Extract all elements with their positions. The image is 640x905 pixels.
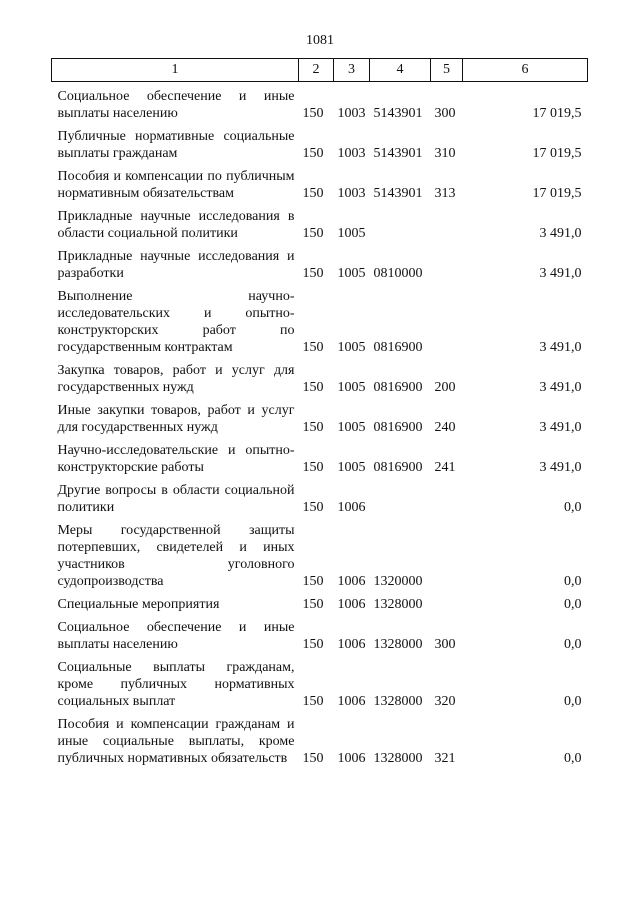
row-name: Специальные мероприятия (57, 597, 220, 612)
amount: 3 491,0 (539, 420, 582, 435)
row-name: Меры государственной защиты потерпевших, свидетелей и иных участников уголовного судопроизводства (57, 523, 295, 589)
expense-type-code (431, 516, 463, 590)
admin-code: 150 (302, 500, 324, 515)
table-row (52, 613, 588, 653)
admin-code: 150 (302, 694, 324, 709)
target-code (370, 476, 431, 516)
expense-type-code (431, 202, 463, 242)
table-row (52, 476, 588, 516)
expense-type-code (431, 242, 463, 282)
admin-code: 150 (302, 340, 324, 355)
row-name: Выполнение научно-исследовательских и опытно-конструкторских работ по государственным контрактам (57, 289, 295, 355)
amount: 3 491,0 (539, 340, 582, 355)
table-row (52, 590, 588, 613)
admin-code: 150 (302, 420, 324, 435)
target-code: 5143901 (373, 106, 423, 121)
amount: 0,0 (564, 500, 582, 515)
target-code: 0816900 (373, 460, 423, 475)
table-row (52, 356, 588, 396)
expense-type-code: 313 (434, 186, 456, 201)
expense-type-code: 200 (434, 380, 456, 395)
section-code: 1005 (337, 420, 366, 435)
admin-code: 150 (302, 751, 324, 766)
expense-type-code: 321 (434, 751, 456, 766)
row-name: Пособия и компенсации гражданам и иные социальные выплаты, кроме публичных нормативных обязательств (57, 717, 295, 766)
row-name: Социальные выплаты гражданам, кроме публичных нормативных социальных выплат (57, 660, 295, 709)
table-row (52, 202, 588, 242)
row-name: Социальное обеспечение и иные выплаты населению (57, 620, 295, 652)
amount: 17 019,5 (532, 106, 582, 121)
section-code: 1006 (337, 574, 366, 589)
target-code: 5143901 (373, 146, 423, 161)
section-code: 1003 (337, 146, 366, 161)
section-code: 1006 (337, 597, 366, 612)
target-code: 1328000 (373, 597, 423, 612)
admin-code: 150 (302, 106, 324, 121)
column-header-4: 4 (370, 59, 431, 82)
target-code: 1328000 (373, 637, 423, 652)
expense-type-code: 241 (434, 460, 456, 475)
table-row (52, 82, 588, 123)
expense-type-code: 300 (434, 637, 456, 652)
target-code (370, 202, 431, 242)
column-header-6: 6 (463, 59, 588, 82)
section-code: 1005 (337, 460, 366, 475)
admin-code: 150 (302, 380, 324, 395)
expense-type-code: 300 (434, 106, 456, 121)
row-name: Другие вопросы в области социальной политики (57, 483, 295, 515)
row-name: Социальное обеспечение и иные выплаты населению (57, 89, 295, 121)
amount: 0,0 (564, 637, 582, 652)
column-header-2: 2 (299, 59, 334, 82)
amount: 0,0 (564, 597, 582, 612)
amount: 17 019,5 (532, 186, 582, 201)
admin-code: 150 (302, 226, 324, 241)
expense-type-code (431, 590, 463, 613)
amount: 0,0 (564, 751, 582, 766)
section-code: 1005 (337, 340, 366, 355)
admin-code: 150 (302, 146, 324, 161)
amount: 3 491,0 (539, 460, 582, 475)
table-row (52, 653, 588, 710)
table-row (52, 710, 588, 767)
budget-table (51, 58, 588, 767)
expense-type-code (431, 282, 463, 356)
section-code: 1006 (337, 500, 366, 515)
expense-type-code: 310 (434, 146, 456, 161)
expense-type-code (431, 476, 463, 516)
admin-code: 150 (302, 597, 324, 612)
amount: 0,0 (564, 574, 582, 589)
section-code: 1003 (337, 186, 366, 201)
row-name: Научно-исследовательские и опытно-конструкторские работы (57, 443, 295, 475)
row-name: Публичные нормативные социальные выплаты гражданам (57, 129, 295, 161)
amount: 3 491,0 (539, 266, 582, 281)
admin-code: 150 (302, 266, 324, 281)
amount: 0,0 (564, 694, 582, 709)
target-code: 0810000 (373, 266, 423, 281)
table-row (52, 162, 588, 202)
table-row (52, 122, 588, 162)
row-name: Прикладные научные исследования и разработки (57, 249, 295, 281)
table-row (52, 396, 588, 436)
table-row (52, 282, 588, 356)
row-name: Закупка товаров, работ и услуг для государственных нужд (57, 363, 295, 395)
section-code: 1005 (337, 226, 366, 241)
table-row (52, 242, 588, 282)
admin-code: 150 (302, 186, 324, 201)
expense-type-code: 320 (434, 694, 456, 709)
admin-code: 150 (302, 460, 324, 475)
section-code: 1005 (337, 266, 366, 281)
column-header-3: 3 (334, 59, 370, 82)
target-code: 1320000 (373, 574, 423, 589)
section-code: 1003 (337, 106, 366, 121)
target-code: 1328000 (373, 751, 423, 766)
amount: 17 019,5 (532, 146, 582, 161)
header-row (52, 59, 588, 82)
section-code: 1005 (337, 380, 366, 395)
admin-code: 150 (302, 637, 324, 652)
row-name: Прикладные научные исследования в области социальной политики (57, 209, 295, 241)
section-code: 1006 (337, 694, 366, 709)
column-header-5: 5 (431, 59, 463, 82)
target-code: 5143901 (373, 186, 423, 201)
target-code: 0816900 (373, 340, 423, 355)
table-row (52, 516, 588, 590)
section-code: 1006 (337, 637, 366, 652)
table-row (52, 436, 588, 476)
admin-code: 150 (302, 574, 324, 589)
page-number: 1081 (306, 33, 334, 48)
section-code: 1006 (337, 751, 366, 766)
target-code: 0816900 (373, 420, 423, 435)
row-name: Пособия и компенсации по публичным нормативным обязательствам (57, 169, 295, 201)
target-code: 0816900 (373, 380, 423, 395)
row-name: Иные закупки товаров, работ и услуг для государственных нужд (57, 403, 295, 435)
expense-type-code: 240 (434, 420, 456, 435)
target-code: 1328000 (373, 694, 423, 709)
amount: 3 491,0 (539, 226, 582, 241)
column-header-1: 1 (52, 59, 299, 82)
amount: 3 491,0 (539, 380, 582, 395)
